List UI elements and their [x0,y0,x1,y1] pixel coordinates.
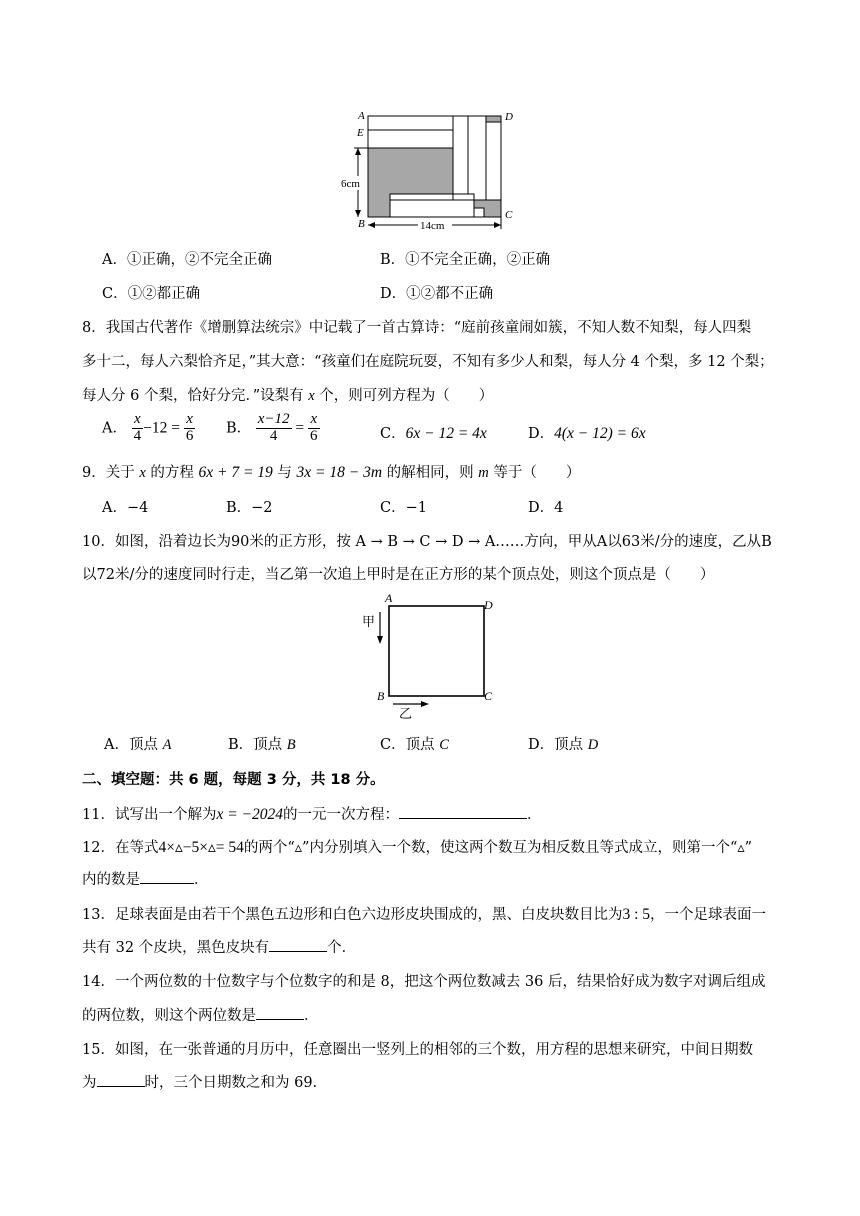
q8-option-a: A． $\frac{x}{4}$ −12 = $\frac{x}{6}$ [102,411,194,444]
q10-option-a: A．顶点 A [104,737,172,753]
label-D: D [505,111,513,123]
q13-line2: 共有 32 个皮块，黑色皮块有 个． [82,936,356,957]
label-C: C [505,209,513,221]
q9-stem: 9．关于 x 的方程 6x + 7 = 19 与 3x = 18 − 3m 的解相同，则 m 等于（ ） [82,464,581,481]
q9-option-b: B．−2 [226,500,273,516]
q12-line2: 内的数是 ． [82,868,209,889]
square [389,606,484,696]
q7-option-c: C．①②都正确 [102,286,201,302]
vertex-A: A [385,592,393,605]
answer-blank [256,1005,304,1020]
square-path-figure [355,592,505,720]
q10-option-d: D．顶点 D [528,737,599,753]
q7-option-d: D．①②都不正确 [380,286,494,302]
q9-option-c: C．−1 [380,500,427,516]
q8-line1: 8．我国古代著作《增删算法统宗》中记载了一首古算诗：“庭前孩童闹如簇，不知人数不知梨，每人四梨 [82,320,752,336]
label-B: B [358,218,365,230]
q8-option-c: C．6x − 12 = 4x [380,425,487,442]
q9-option-d: D．4 [528,500,564,516]
jia-label: 甲 [362,614,376,629]
label-A: A [358,110,365,122]
q14-line1: 14．一个两位数的十位数字与个位数字的和是 8，把这个两位数减去 36 后，结果恰好成为数字对调后组成 [82,974,766,990]
width-label: 14cm [420,220,445,232]
answer-blank [140,869,194,884]
height-label: 6cm [341,178,360,190]
q8-option-b: B． $\frac{x-12}{4}$ = $\frac{x}{6}$ [226,411,318,444]
q7-option-a: A．①正确，②不完全正确 [102,252,272,268]
yi-label: 乙 [399,706,413,720]
q10-option-b: B．顶点 B [228,737,296,753]
vertex-B: B [377,689,385,703]
q9-option-a: A．−4 [102,500,149,516]
section-title: 二、填空题：共 6 题，每题 3 分，共 18 分。 [82,772,385,788]
q7-option-b: B．①不完全正确，②正确 [380,252,551,268]
q15-line1: 15．如图，在一张普通的月历中，任意圈出一竖列上的相邻的三个数，用方程的思想来研究，中间日期数 [82,1042,753,1058]
q10-line1: 10．如图，沿着边长为90米的正方形，按 A → B → C → D → A……方向，甲从A以63米/分的速度，乙从B [82,534,772,550]
vertex-D: D [484,598,493,612]
q13-line1: 13．足球表面是由若干个黑色五边形和白色六边形皮块围成的，黑、白皮块数目比为3 : 5，一个足球表面一 [82,906,767,923]
label-E: E [357,127,364,139]
q10-option-c: C．顶点 C [380,737,449,753]
q8-line3: 每人分 6 个梨，恰好分完．”设梨有 x 个，则可列方程为（ ） [82,388,494,404]
answer-blank [399,804,527,819]
q15-line2: 为 时，三个日期数之和为 69. [82,1071,317,1092]
q14-line2: 的两位数，则这个两位数是 ． [82,1004,319,1025]
answer-blank [269,937,327,952]
q11-stem: 11．试写出一个解为x = −2024的一元一次方程： ． [82,806,542,823]
rectangle-tiling-figure [338,108,528,233]
q8-line2: 多十二，每人六梨恰齐足，”其大意：“孩童们在庭院玩耍，不知有多少人和梨，每人分 4 个梨，多 12 个梨； [82,354,774,370]
q12-line1: 12．在等式4×▵−5×▵= 54的两个“▵”内分别填入一个数，使这两个数互为相反数且等式成立，则第一个“▵” [82,839,753,856]
answer-blank [97,1072,145,1087]
vertex-C: C [484,689,493,703]
q8-option-d: D．4(x − 12) = 6x [528,425,646,442]
q10-line2: 以72米/分的速度同时行走，当乙第一次追上甲时是在正方形的某个顶点处，则这个顶点是（ ） [82,567,715,583]
